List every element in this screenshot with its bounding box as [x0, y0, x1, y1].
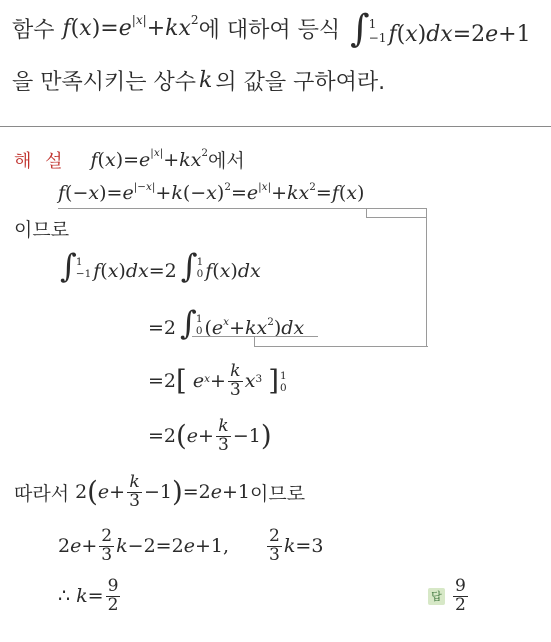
solution-text-eseo: 에서	[208, 150, 245, 172]
solution-formula-fx: $f(x)=e^{|x|}+kx^2$	[90, 147, 209, 171]
solution-label: 해 설	[14, 150, 67, 172]
answer-numerator: 9	[455, 576, 466, 596]
solution-line-final	[58, 578, 122, 615]
solution-line-integral-1	[56, 247, 261, 285]
solution-text-ttaraseo: 따라서	[14, 482, 70, 505]
answer	[428, 578, 470, 615]
section-divider	[0, 126, 551, 127]
solution-line-imeuro	[14, 215, 69, 242]
problem-line-1	[12, 6, 531, 50]
connector-vertical	[426, 208, 427, 346]
problem-text-condition: 에 대하여 등식	[198, 18, 341, 44]
solution-formula-simplify-1: 2 e + $\frac{2}{3}$ k −2=2 e +1,	[58, 526, 230, 565]
solution-formula-equation: 2 ( e + $\frac{k}{3}$ −1 ) =2 e +1	[75, 472, 251, 511]
problem-formula-integral: ∫ 1 −1 f(x)dx=2e+1	[350, 6, 531, 50]
solution-line-integral-2	[148, 304, 305, 342]
solution-line-1	[14, 146, 245, 173]
solution-formula-integral-2: =2 ∫ 1 0 $(e^x+kx^2)dx$	[148, 304, 305, 342]
problem-text-find: 의 값을 구하여라.	[215, 70, 386, 95]
answer-value	[453, 578, 468, 615]
solution-formula-integral-1: ∫ 1 −1 f(x)dx=2 ∫ 1 0 f(x)dx	[60, 247, 261, 285]
problem-formula-fx: $f(x)=e^{|x|}+kx^2$	[62, 13, 199, 42]
solution-line-f-neg-x	[58, 182, 364, 204]
solution-line-simplify	[58, 528, 323, 565]
underline-integrand	[192, 336, 318, 337]
problem-line-2	[12, 65, 385, 96]
solution-line-therefore	[14, 474, 305, 511]
answer-denominator: 2	[455, 594, 466, 615]
answer-label: 답	[428, 588, 445, 605]
solution-formula-final: ∴ k = $\frac{9}{2}$	[58, 576, 119, 615]
connector-integrand-left	[254, 336, 255, 346]
problem-text-function: 함수	[12, 18, 55, 44]
solution-line-result	[148, 418, 272, 455]
solution-formula-antiderivative: =2 [ e $^x$ + $\frac{k}{3}$ x $^3$ ] 1 0	[148, 361, 287, 400]
solution-formula-simplify-2: $\frac{2}{3}$ k =3	[269, 526, 324, 565]
connector-even-function	[366, 208, 427, 218]
solution-line-antiderivative	[148, 363, 287, 400]
solution-formula-result: =2 ( e + $\frac{k}{3}$ −1 )	[148, 416, 272, 455]
problem-text-satisfy: 을 만족시키는 상수	[12, 70, 197, 95]
solution-text-imeuro2: 이므로	[250, 482, 306, 505]
problem-var-k: k	[199, 68, 213, 93]
solution-text-imeuro: 이므로	[14, 219, 70, 241]
connector-integrand	[254, 346, 428, 347]
solution-formula-f-neg-x: $f(-x)=e^{|-x|}+k(-x)^2=e^{|x|}+kx^2=f(x)$	[58, 180, 365, 204]
